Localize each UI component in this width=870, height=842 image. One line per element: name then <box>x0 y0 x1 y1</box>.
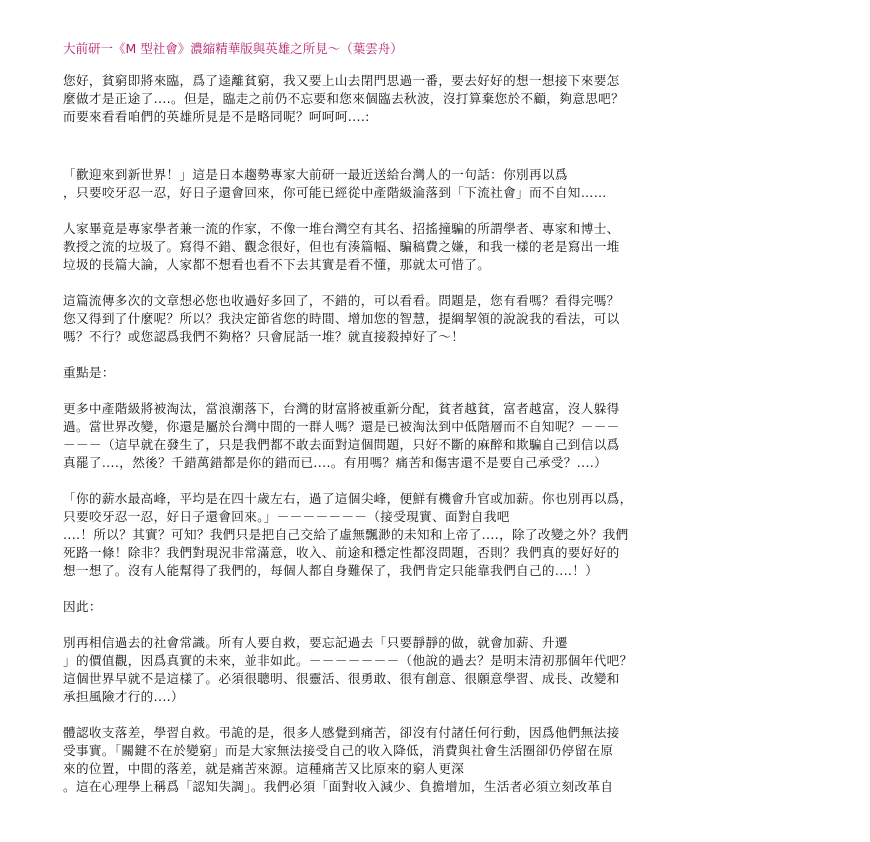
text-line: ，只要咬牙忍一忍，好日子還會回來，你可能已經從中產階級淪落到「下流社會」而不自知…… <box>63 185 607 200</box>
document-body <box>63 72 823 796</box>
paragraph <box>63 220 823 274</box>
text-line: 過。當世界改變，你還是屬於台灣中間的一群人嗎？還是已被淘汰到中低階層而不自知呢？－－－ <box>63 419 620 434</box>
text-line: 只要咬牙忍一忍，好日子還會回來。」－－－－－－－（接受現實、面對自我吧 <box>63 509 510 524</box>
text-line: 您好，貧窮即將來臨，爲了逵離貧窮，我又要上山去閉門思過一番，要去好好的想一想接下來要怎 <box>63 73 620 88</box>
text-line: 」的價值觀，因爲真實的未來，並非如此。－－－－－－－（他說的過去？是明末清初那個年代吧？ <box>63 653 633 668</box>
paragraph <box>63 364 823 382</box>
text-line: 「歡迎來到新世界！」這是日本趨勢專家大前研一最近送給台灣人的一句話：你別再以爲 <box>63 167 568 182</box>
text-line: 「你的薪水最高峰，平均是在四十歲左右，過了這個尖峰，便鮮有機會升官或加薪。你也別再以爲， <box>63 491 633 506</box>
paragraph <box>63 634 823 706</box>
text-line: 重點是： <box>63 365 115 380</box>
text-line: 麼做才是正途了....。但是，臨走之前仍不忘要和您來個臨去秋波，沒打算棄您於不顧，夠意思吧？ <box>63 91 625 106</box>
text-line: 這個世界早就不是這樣了。必須很聰明、很靈活、很勇敢、很有創意、很願意學習、成長、改變和 <box>63 671 620 686</box>
text-line: 。這在心理學上稱爲「認知失調」。我們必須「面對收入減少、負擔增加，生活者必須立刻改革自 <box>63 779 614 794</box>
paragraph <box>63 724 823 796</box>
text-line: 體認收支落差，學習自救。弔詭的是，很多人感覺到痛苦，卻沒有付諸任何行動，因爲他們無法接 <box>63 725 620 740</box>
text-line: ....！所以？其實？可知？我們只是把自己交給了虛無飄渺的未知和上帝了....，除了改變之外？我們 <box>63 527 629 542</box>
text-line: 而要來看看咱們的英雄所見是不是略同呢？呵呵呵....: <box>63 109 370 124</box>
text-line: －－－（這早就在發生了，只是我們都不敢去面對這個問題，只好不斷的麻醉和欺騙自己到信以爲 <box>63 437 620 452</box>
text-line: 教授之流的垃圾了。寫得不錯、觀念很好，但也有湊篇幅、騙稿費之嫌，和我一樣的老是寫出一堆 <box>63 239 620 254</box>
text-line: 來的位置，中間的落差，就是痛苦來源。這種痛苦又比原來的窮人更深 <box>63 761 465 776</box>
paragraph <box>63 598 823 616</box>
document-page <box>63 40 823 814</box>
text-line: 嗎？不行？或您認爲我們不夠格？只會屁話一堆？就直接殺掉好了～！ <box>63 329 465 344</box>
document-title: 大前研一《M 型社會》濃縮精華版與英雄之所見～（葉雲舟） <box>63 41 403 56</box>
text-line: 承担風險才行的....） <box>63 689 184 704</box>
paragraph <box>63 72 823 126</box>
text-line: 因此： <box>63 599 102 614</box>
text-line: 死路一條！除非？我們對現況非常滿意，收入、前途和穩定性都沒問題，否則？我們真的要好好的 <box>63 545 620 560</box>
paragraph <box>63 166 823 202</box>
paragraph <box>63 400 823 472</box>
text-line: 您又得到了什麼呢？所以？我決定節省您的時間、增加您的智慧，提綱挈領的說說我的看法，可以 <box>63 311 620 326</box>
paragraph <box>63 490 823 580</box>
text-line: 真罷了....，然後？千錯萬錯都是你的錯而已....。有用嗎？痛苦和傷害還不是要自己承受？....） <box>63 455 608 470</box>
text-line: 這篇流傳多次的文章想必您也收過好多回了，不錯的，可以看看。問題是，您有看嗎？看得完嗎？ <box>63 293 620 308</box>
text-line: 更多中產階級將被淘汰，當浪潮落下，台灣的財富將被重新分配，貧者越貧，富者越富，沒人躲得 <box>63 401 620 416</box>
text-line: 別再相信過去的社會常識。所有人要自救，要忘記過去「只要靜靜的做，就會加薪、升遷 <box>63 635 568 650</box>
text-line: 受事實。「關鍵不在於變窮」而是大家無法接受自己的收入降低，消費與社會生活圈卻仍停留在原 <box>63 743 614 758</box>
text-line: 人家畢竟是專家學者兼一流的作家，不像一堆台灣空有其名、招搖撞騙的所謂學者、專家和博士、 <box>63 221 620 236</box>
text-line: 垃圾的長篇大論，人家都不想看也看不下去其實是看不懂，那就太可惜了。 <box>63 257 491 272</box>
paragraph <box>63 292 823 346</box>
text-line: 想一想了。沒有人能幫得了我們的，每個人都自身難保了，我們肯定只能靠我們自己的....！） <box>63 563 599 578</box>
